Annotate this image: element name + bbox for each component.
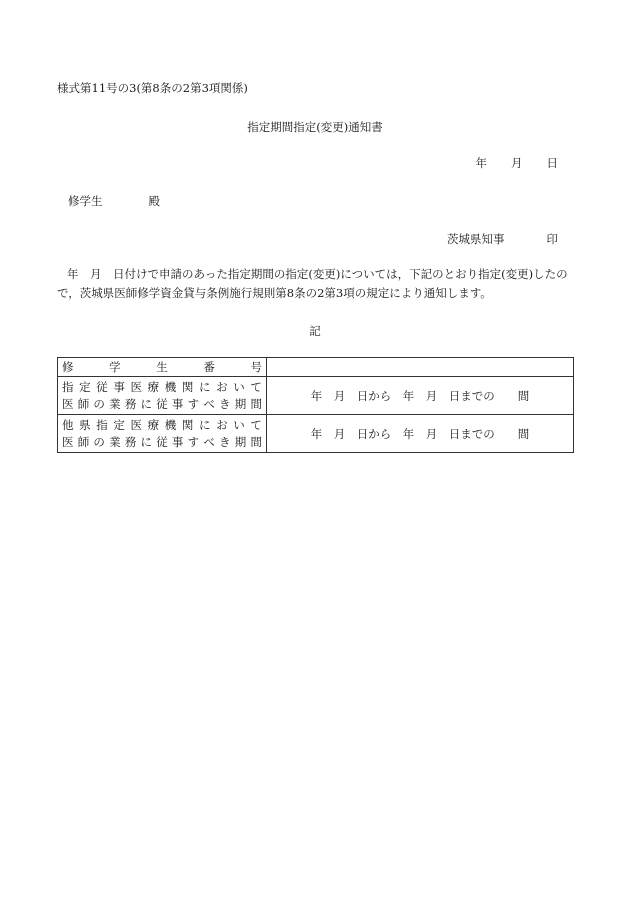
label-char: 業 bbox=[109, 396, 121, 411]
label-char: 機 bbox=[164, 379, 177, 394]
date-year: 年 bbox=[475, 156, 487, 170]
label-char: の bbox=[93, 396, 105, 411]
sender-line bbox=[447, 231, 558, 247]
table-row bbox=[58, 358, 574, 377]
label-char: 他 bbox=[62, 417, 74, 432]
label-char: 師 bbox=[77, 396, 90, 411]
table-row bbox=[58, 377, 574, 415]
label-char: に bbox=[140, 396, 153, 411]
designated-period-value: 年 月 日から 年 月 日までの 間 bbox=[267, 377, 574, 415]
label-char: 定 bbox=[113, 417, 125, 432]
student-number-value bbox=[267, 358, 574, 377]
label-char: べ bbox=[203, 434, 215, 449]
date-month: 月 bbox=[511, 156, 523, 170]
label-char: き bbox=[219, 434, 231, 449]
label-char: 生 bbox=[156, 359, 168, 374]
designated-institution-label bbox=[58, 377, 267, 415]
label-char: 医 bbox=[130, 417, 142, 432]
label-char: 県 bbox=[79, 417, 91, 432]
label-char: お bbox=[216, 379, 228, 394]
label-char: 従 bbox=[156, 434, 168, 449]
label-char: 従 bbox=[96, 379, 108, 394]
label-char: 学 bbox=[109, 359, 121, 374]
info-table bbox=[57, 357, 574, 453]
label-char: べ bbox=[203, 396, 215, 411]
label-char: お bbox=[216, 417, 228, 432]
label-char: に bbox=[199, 417, 211, 432]
document-title: 指定期間指定(変更)通知書 bbox=[247, 120, 383, 134]
sender-name: 茨城県知事 bbox=[447, 232, 505, 246]
label-char: 間 bbox=[250, 396, 262, 411]
label-char: に bbox=[199, 379, 211, 394]
label-char: い bbox=[233, 417, 245, 432]
label-char: 医 bbox=[62, 396, 74, 411]
form-number-label: 様式第11号の3(第8条の2第3項関係) bbox=[57, 81, 248, 95]
label-char: 事 bbox=[171, 434, 184, 449]
label-char: 定 bbox=[79, 379, 91, 394]
table-row bbox=[58, 415, 574, 453]
label-char: 療 bbox=[147, 417, 160, 432]
label-char: て bbox=[250, 379, 262, 394]
label-char: い bbox=[233, 379, 245, 394]
other-prefecture-institution-label bbox=[58, 415, 267, 453]
label-char: の bbox=[93, 434, 105, 449]
addressee-suffix: 殿 bbox=[148, 194, 160, 208]
label-char: 医 bbox=[62, 434, 74, 449]
label-char: 務 bbox=[124, 434, 137, 449]
label-char: す bbox=[187, 396, 200, 411]
other-prefecture-period-value: 年 月 日から 年 月 日までの 間 bbox=[267, 415, 574, 453]
date-line bbox=[476, 155, 559, 171]
label-char: 師 bbox=[77, 434, 90, 449]
label-char: 修 bbox=[62, 359, 74, 374]
label-char: 関 bbox=[181, 379, 194, 394]
label-char: 業 bbox=[109, 434, 121, 449]
label-char: て bbox=[250, 417, 262, 432]
label-char: 務 bbox=[124, 396, 137, 411]
addressee-line bbox=[68, 193, 160, 209]
label-char: 番 bbox=[203, 359, 215, 374]
label-char: 事 bbox=[113, 379, 125, 394]
addressee-label: 修学生 bbox=[68, 194, 103, 208]
label-char: 療 bbox=[147, 379, 160, 394]
ki-heading: 記 bbox=[309, 324, 321, 338]
seal-mark: 印 bbox=[546, 232, 558, 246]
label-char: 号 bbox=[250, 359, 262, 374]
label-char: 指 bbox=[96, 417, 108, 432]
label-char: に bbox=[140, 434, 153, 449]
label-char: 機 bbox=[164, 417, 177, 432]
notice-body-text: 年 月 日付けで申請のあった指定期間の指定(変更)については，下記のとおり指定(変更)したので，茨城県医師修学資金貸与条例施行規則第8条の2第3項の規定により通知します。 bbox=[57, 267, 568, 300]
label-char: 関 bbox=[181, 417, 194, 432]
label-char: 間 bbox=[250, 434, 262, 449]
label-char: 期 bbox=[234, 396, 247, 411]
label-char: 指 bbox=[62, 379, 74, 394]
label-char: 従 bbox=[156, 396, 168, 411]
label-char: す bbox=[187, 434, 200, 449]
student-number-label bbox=[58, 358, 267, 377]
label-char: 期 bbox=[234, 434, 247, 449]
label-char: 医 bbox=[130, 379, 142, 394]
label-char: き bbox=[219, 396, 231, 411]
label-char: 事 bbox=[171, 396, 184, 411]
date-day: 日 bbox=[546, 156, 558, 170]
